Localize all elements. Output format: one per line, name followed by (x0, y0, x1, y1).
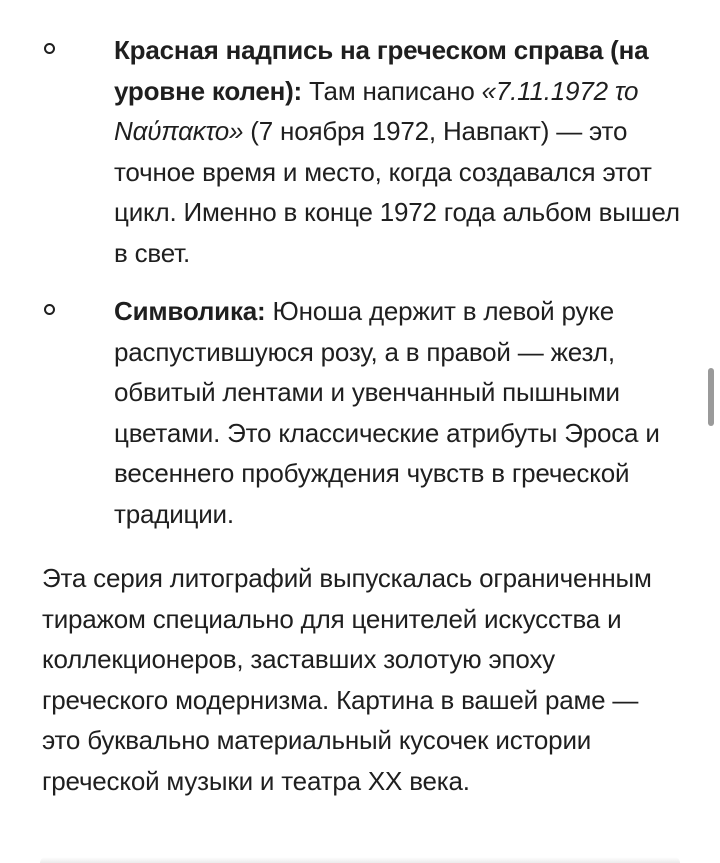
next-block-edge (40, 857, 680, 863)
hollow-circle-bullet-icon (44, 304, 55, 315)
closing-paragraph: Эта серия литографий выпускалась ограниченным тиражом специально для ценителей искусства и коллекционеров, заставших золотую эпоху греческого модернизма. Картина в вашей раме — это буквально материальный кусочек истории греческой музыки и театра XX века. (42, 563, 652, 796)
inscription-text-before: Там написано (302, 75, 482, 106)
inscription-title: Красная надпись на греческом справа (на уровне колен): (114, 35, 649, 106)
inscription-quote: «7.11.1972 το Ναύπακτο» (114, 75, 639, 147)
symbolism-text: Юноша держит в левой руке распустившуюся розу, а в правой — жезл, обвитый лентами и увенчанный пышными цветами. Это классические атрибуты Эроса и весеннего пробуждения чувств в греческой традиции. (114, 296, 660, 529)
list-item-inscription (0, 30, 720, 274)
scrollbar-thumb[interactable] (708, 368, 714, 426)
inscription-text-after: (7 ноября 1972, Навпакт) — это точное время и место, когда создавался этот цикл. Именно в конце 1972 года альбом вышел в свет. (114, 116, 680, 268)
symbolism-title: Символика: (114, 296, 266, 326)
hollow-circle-bullet-icon (44, 43, 55, 54)
list-item-symbolism (0, 291, 720, 535)
